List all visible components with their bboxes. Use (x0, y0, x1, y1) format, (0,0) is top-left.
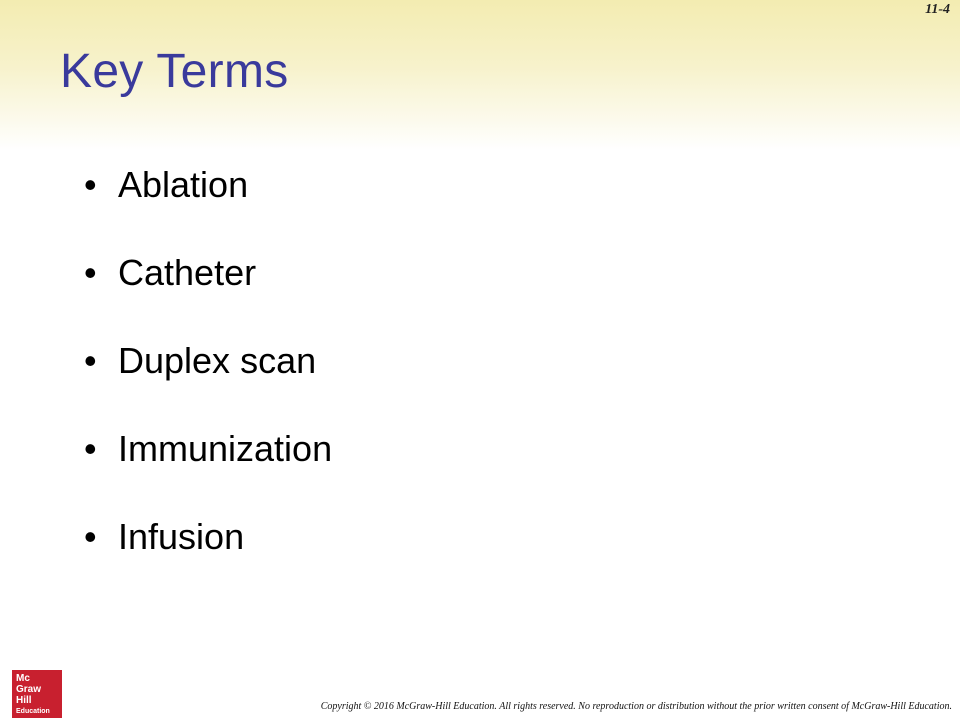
term-label: Catheter (118, 252, 257, 293)
bullet-icon: • (84, 164, 97, 205)
bullet-icon: • (84, 252, 97, 293)
copyright-notice: Copyright © 2016 McGraw-Hill Education. All rights reserved. No reproduction or distribution without the prior written consent of McGraw-Hill Education. (320, 701, 952, 712)
logo-line: Hill (16, 695, 32, 706)
bullet-icon: • (84, 340, 97, 381)
logo-line: Mc (16, 673, 30, 684)
key-terms-list (84, 160, 332, 600)
term-label: Immunization (118, 428, 333, 469)
logo-line: Graw (16, 684, 42, 695)
term-label: Ablation (118, 164, 249, 205)
list-item (84, 512, 332, 562)
list-item (84, 160, 332, 210)
logo-line: Education (16, 708, 50, 715)
bullet-icon: • (84, 428, 97, 469)
slide-number: 11-4 (925, 2, 950, 17)
term-label: Duplex scan (118, 340, 317, 381)
list-item (84, 336, 332, 386)
list-item (84, 424, 332, 474)
slide-title: Key Terms (60, 45, 289, 98)
term-label: Infusion (118, 516, 245, 557)
mcgraw-hill-logo (12, 670, 62, 718)
list-item (84, 248, 332, 298)
bullet-icon: • (84, 516, 97, 557)
